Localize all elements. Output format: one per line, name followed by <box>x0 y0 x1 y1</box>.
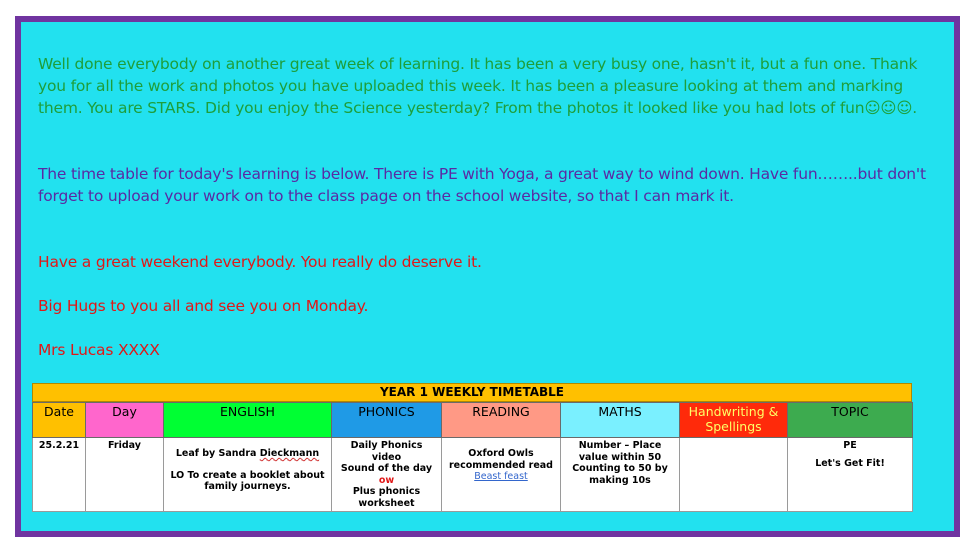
header-handwriting: Handwriting & Spellings <box>680 403 788 438</box>
timetable-header-row <box>33 403 913 438</box>
english-book-text: Leaf by Sandra <box>175 448 260 459</box>
header-english: ENGLISH <box>164 403 332 438</box>
reading-link[interactable]: Beast feast <box>474 471 528 482</box>
message-panel <box>15 16 960 537</box>
english-objective: LO To create a booklet about family journeys. <box>170 469 325 492</box>
phonics-video: Daily Phonics video <box>350 440 423 463</box>
intro-paragraph: Well done everybody on another great week of learning. It has been a very busy one, hasn't it, but a fun one. Thank you for all the work and photos you have uploaded this week. It has been a pleasure looking at them and marking them. You are STARS. Did you enjoy the Science yesterday? From the photos it looked like you had lots of fun☺☺☺. <box>38 55 918 117</box>
weekend-line: Have a great weekend everybody. You really do deserve it. <box>38 253 482 271</box>
phonics-sound-label: Sound of the day <box>340 463 433 474</box>
topic-pe: PE <box>843 440 857 451</box>
header-reading: READING <box>442 403 561 438</box>
cell-date: 25.2.21 <box>33 438 86 512</box>
timetable-table <box>32 402 913 512</box>
english-author: Dieckmann <box>259 448 320 459</box>
cell-topic <box>788 438 913 512</box>
header-day: Day <box>86 403 164 438</box>
cell-reading <box>442 438 561 512</box>
phonics-worksheet: Plus phonics worksheet <box>352 486 421 509</box>
cell-english <box>164 438 332 512</box>
table-row <box>33 438 913 512</box>
header-maths: MATHS <box>561 403 680 438</box>
weekly-timetable <box>32 383 912 512</box>
header-date: Date <box>33 403 86 438</box>
phonics-sound: ow <box>378 474 395 486</box>
cell-phonics <box>332 438 442 512</box>
header-phonics: PHONICS <box>332 403 442 438</box>
timetable-paragraph: The time table for today's learning is below. There is PE with Yoga, a great way to wind down. Have fun……..but don't forget to upload your work on to the class page on the school website, so that I can mark it. <box>38 165 926 205</box>
cell-maths: Number – Place value within 50 Counting to 50 by making 10s <box>561 438 680 512</box>
header-topic: TOPIC <box>788 403 913 438</box>
cell-day: Friday <box>86 438 164 512</box>
hugs-line: Big Hugs to you all and see you on Monday. <box>38 297 369 315</box>
topic-activity: Let's Get Fit! <box>815 457 885 469</box>
reading-text: Oxford Owls recommended read <box>449 448 553 471</box>
signature-line: Mrs Lucas XXXX <box>38 341 160 359</box>
timetable-title: YEAR 1 WEEKLY TIMETABLE <box>32 383 912 402</box>
cell-handwriting <box>680 438 788 512</box>
